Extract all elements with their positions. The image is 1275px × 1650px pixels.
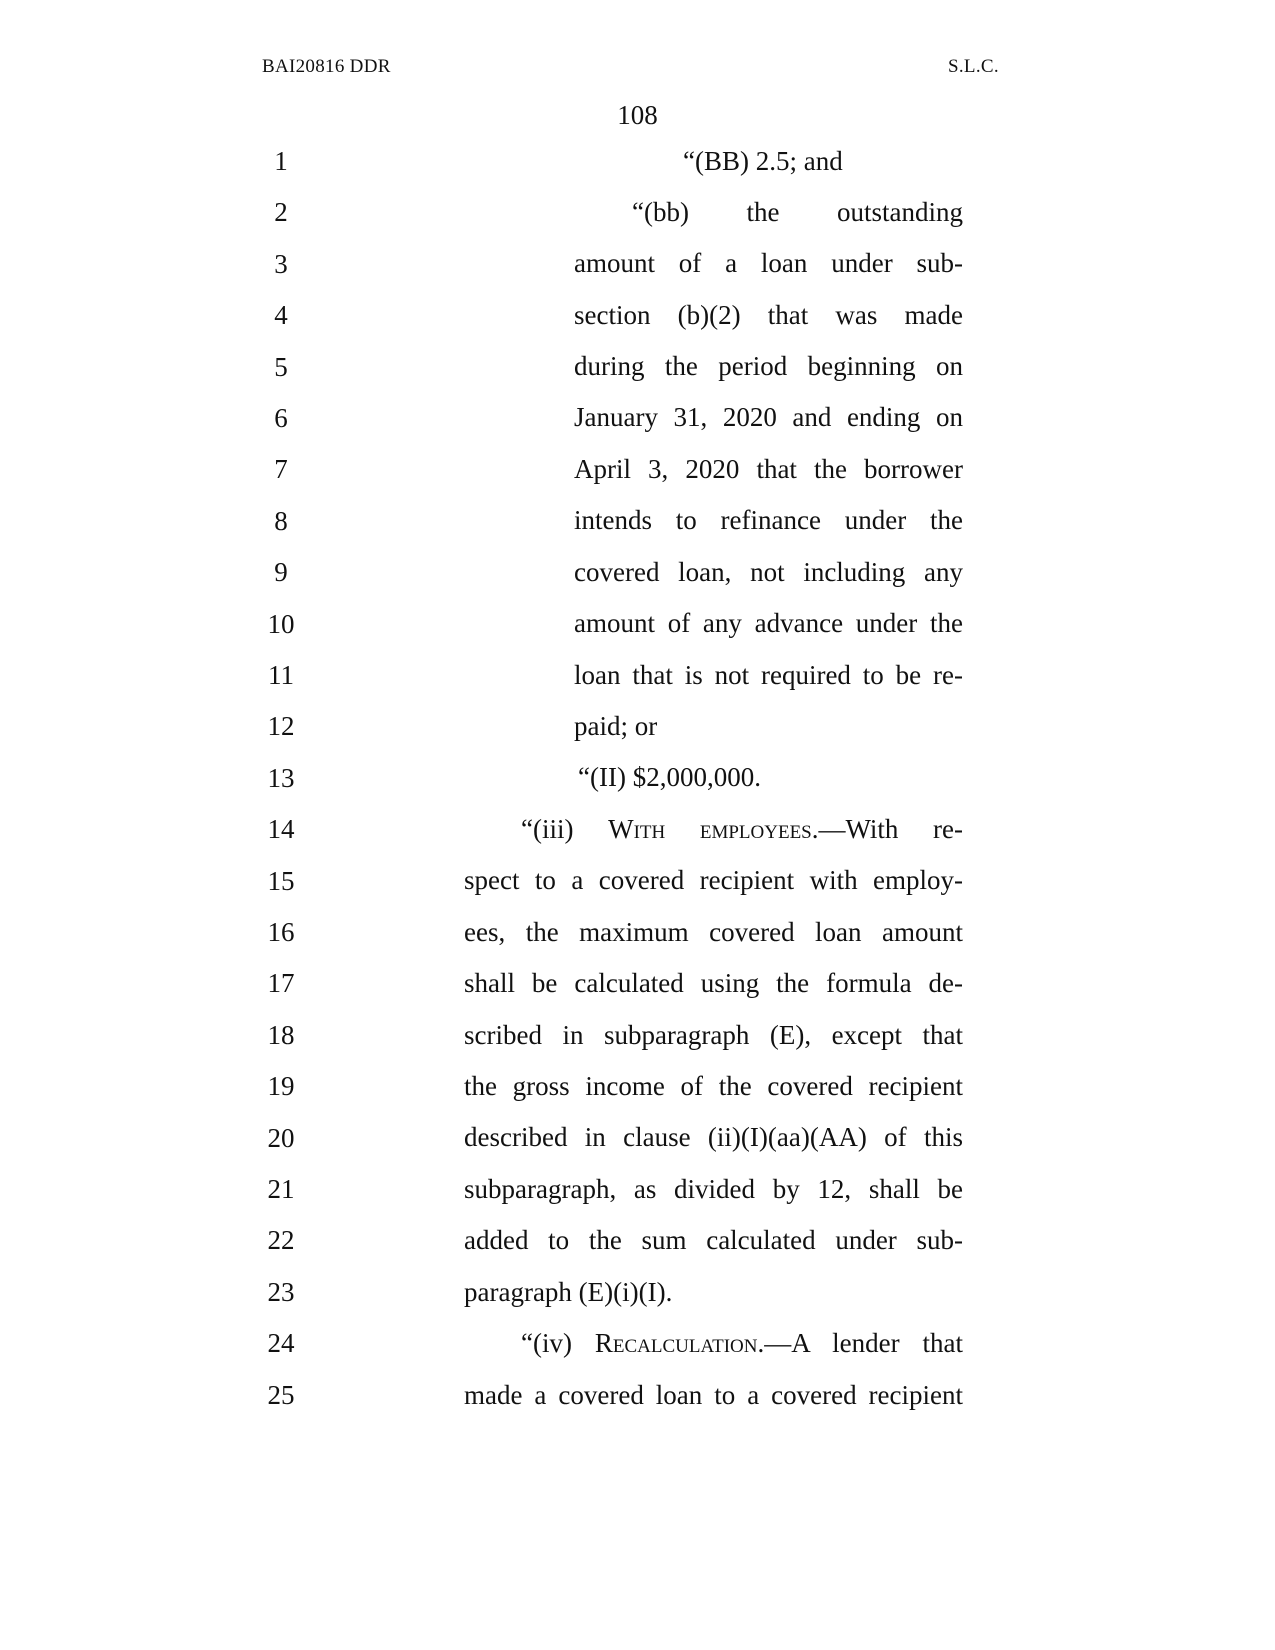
- text-line-16: ees, the maximum covered loan amount: [464, 917, 963, 947]
- line-number: 22: [267, 1225, 295, 1255]
- text-line-12: paid; or: [574, 711, 658, 741]
- text-line-6: January 31, 2020 and ending on: [574, 402, 963, 432]
- line-number: 16: [267, 917, 295, 947]
- clause-heading: With employees: [608, 814, 812, 844]
- clause-number: “(iii): [521, 814, 609, 844]
- text-line-10: amount of any advance under the: [574, 608, 963, 638]
- line-number: 19: [267, 1071, 295, 1101]
- line-number: 7: [274, 454, 288, 484]
- line-number: 2: [274, 197, 288, 227]
- text-line-21: subparagraph, as divided by 12, shall be: [464, 1174, 963, 1204]
- text-line-8: intends to refinance under the: [574, 505, 963, 535]
- line-number: 15: [267, 866, 295, 896]
- text-line-2: “(bb) the outstanding: [632, 197, 963, 227]
- text-line-5: during the period beginning on: [574, 351, 963, 381]
- line-number: 23: [267, 1277, 295, 1307]
- text-line-7: April 3, 2020 that the borrower: [574, 454, 963, 484]
- text-line-9: covered loan, not including any: [574, 557, 963, 587]
- line-number: 4: [274, 300, 288, 330]
- line-number: 18: [267, 1020, 295, 1050]
- text-line-13: “(II) $2,000,000.: [578, 762, 761, 792]
- line-number: 9: [274, 557, 288, 587]
- text-line-3: amount of a loan under sub-: [574, 248, 963, 278]
- text-line-25: made a covered loan to a covered recipient: [464, 1380, 963, 1410]
- text-line-19: the gross income of the covered recipient: [464, 1071, 963, 1101]
- text-line-23: paragraph (E)(i)(I).: [464, 1277, 673, 1307]
- line-number: 12: [267, 711, 295, 741]
- line-number: 10: [267, 609, 295, 639]
- line-number: 17: [267, 968, 295, 998]
- document-id: BAI20816 DDR: [262, 56, 391, 77]
- line-number: 14: [267, 814, 295, 844]
- clause-text: .—A lender that: [757, 1328, 963, 1358]
- text-line-1: “(BB) 2.5; and: [683, 146, 843, 176]
- line-number: 5: [274, 352, 288, 382]
- text-line-18: scribed in subparagraph (E), except that: [464, 1020, 963, 1050]
- text-line-11: loan that is not required to be re-: [574, 660, 963, 690]
- line-number: 11: [268, 660, 294, 690]
- text-line-15: spect to a covered recipient with employ-: [464, 865, 963, 895]
- text-line-20: described in clause (ii)(I)(aa)(AA) of this: [464, 1122, 963, 1152]
- line-number: 8: [274, 506, 288, 536]
- slc-label: S.L.C.: [948, 56, 999, 77]
- clause-heading: Recalculation: [594, 1328, 758, 1358]
- line-number: 3: [274, 249, 288, 279]
- line-number: 1: [274, 146, 288, 176]
- line-number: 6: [274, 403, 288, 433]
- text-line-14: [521, 814, 963, 844]
- page-number: 108: [617, 100, 658, 130]
- line-number: 21: [267, 1174, 295, 1204]
- text-line-4: section (b)(2) that was made: [574, 300, 963, 330]
- line-number: 20: [267, 1123, 295, 1153]
- line-number: 24: [267, 1328, 295, 1358]
- line-number: 25: [267, 1380, 295, 1410]
- text-line-17: shall be calculated using the formula de-: [464, 968, 963, 998]
- line-number: 13: [267, 763, 295, 793]
- text-line-22: added to the sum calculated under sub-: [464, 1225, 963, 1255]
- clause-text: .—With re-: [811, 814, 963, 844]
- clause-number: “(iv): [521, 1328, 595, 1358]
- text-line-24: [521, 1328, 963, 1358]
